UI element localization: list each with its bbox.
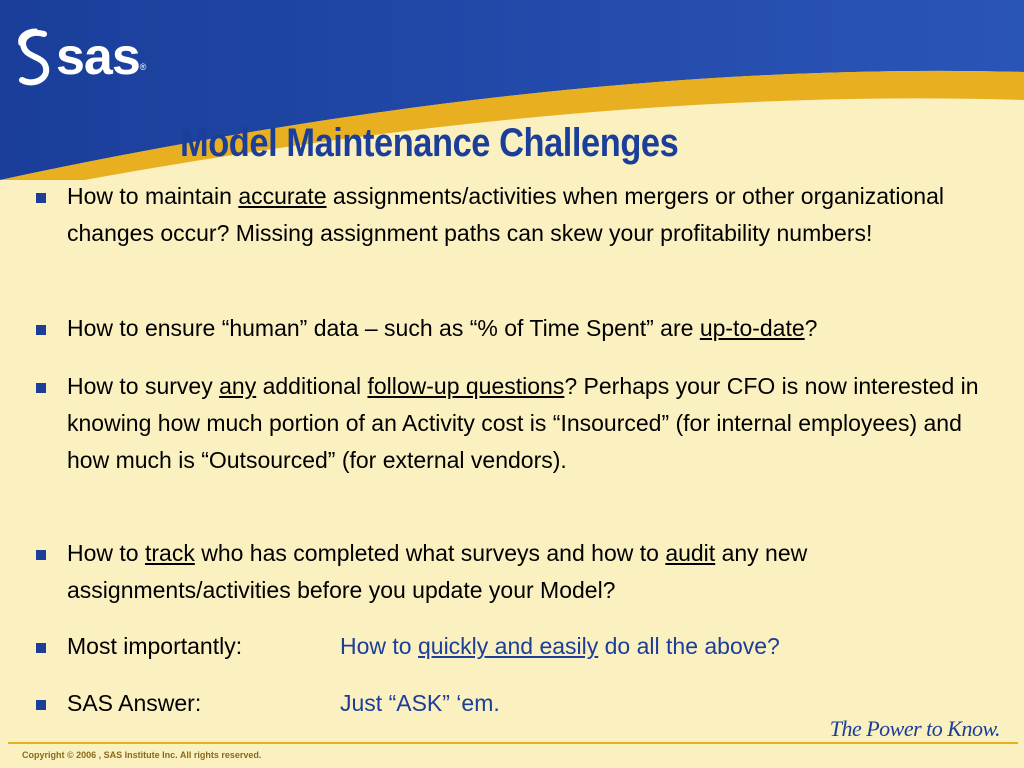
bullet-text: How to maintain accurate assignments/activities when mergers or other organizational changes occur? Missing assignment paths can skew your profitability numbers! [67, 183, 944, 246]
bullet-text: How to survey any additional follow-up questions? Perhaps your CFO is now interested in knowing how much portion of an Activity cost is “Insourced” (for internal employees) and how much is “Outsourced” (for external vendors). [67, 373, 979, 473]
bullet-square-icon [36, 643, 46, 653]
bullet-square-icon [36, 700, 46, 710]
bullet-answer: How to quickly and easily do all the above? [340, 633, 780, 659]
bullet-text [67, 628, 992, 665]
tagline: The Power to Know. [829, 716, 1000, 741]
bullet-label: Most importantly: [67, 633, 243, 659]
bullet-square-icon [36, 383, 46, 393]
sas-logo-mark-icon [14, 28, 54, 86]
sas-logo-text: sas [56, 28, 140, 86]
underlined-term: up-to-date [699, 315, 805, 341]
sas-logo [14, 28, 146, 86]
bullet-answer: Just “ASK” ‘em. [340, 690, 500, 716]
bullet-square-icon [36, 193, 46, 203]
bullet-label: SAS Answer: [67, 690, 202, 716]
bullet-square-icon [36, 550, 46, 560]
footer-divider [8, 742, 1018, 744]
registered-mark: ® [139, 62, 147, 72]
underlined-term: quickly and easily [417, 633, 599, 659]
copyright-text: Copyright © 2006 , SAS Institute Inc. All rights reserved. [22, 750, 262, 760]
slide-title: Model Maintenance Challenges [180, 121, 679, 165]
underlined-term: accurate [238, 183, 327, 209]
underlined-term: audit [665, 540, 716, 566]
underlined-term: any [219, 373, 257, 399]
underlined-term: track [144, 540, 195, 566]
bullet-square-icon [36, 325, 46, 335]
bullet-text: How to track who has completed what surveys and how to audit any new assignments/activities before you update your Model? [67, 540, 808, 603]
underlined-term: follow-up questions [367, 373, 565, 399]
bullet-text: How to ensure “human” data – such as “% of Time Spent” are up-to-date? [67, 315, 818, 341]
